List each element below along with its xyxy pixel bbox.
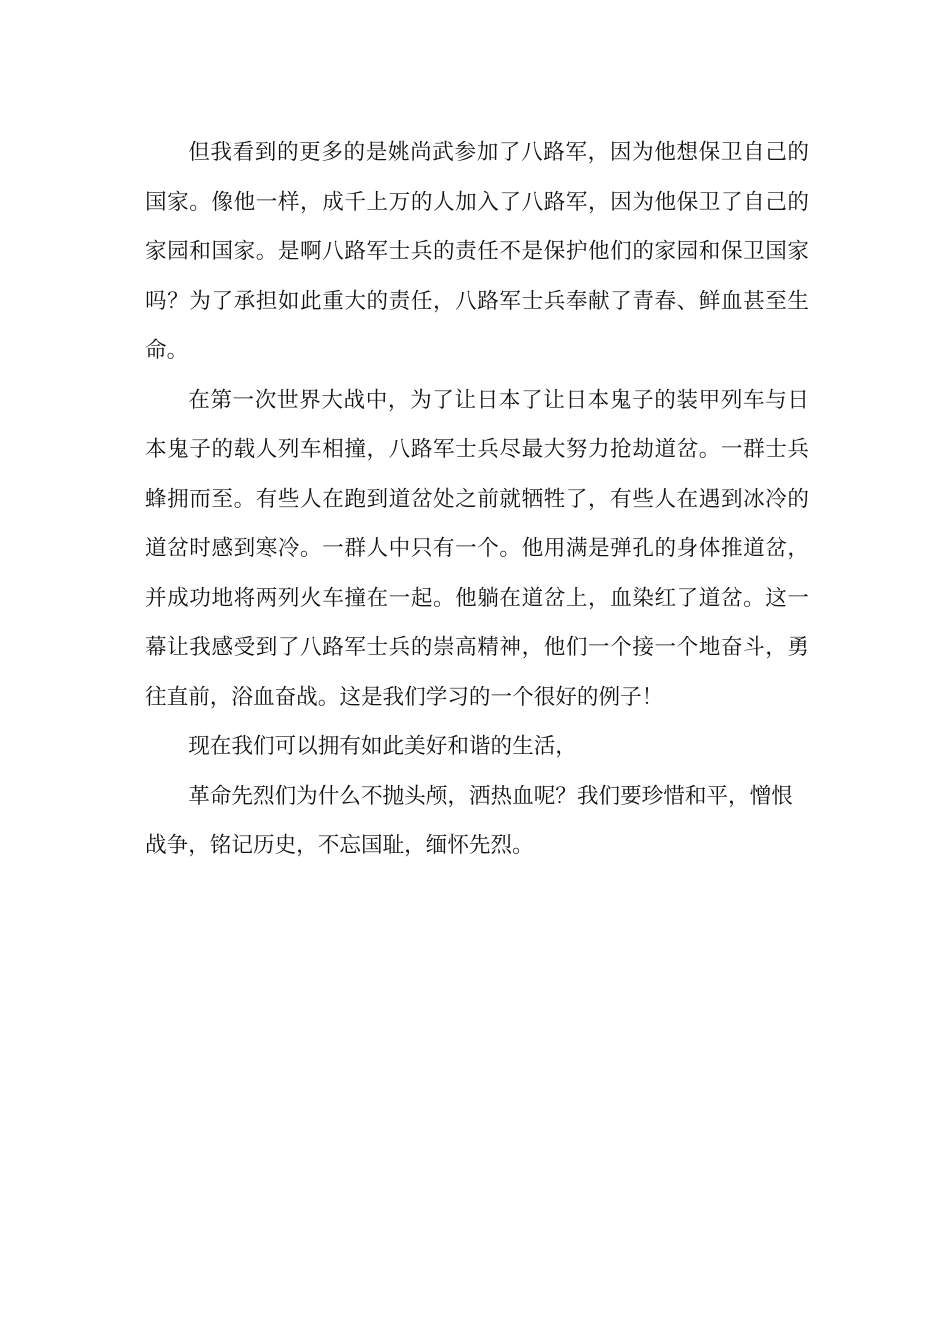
paragraph-3: 现在我们可以拥有如此美好和谐的生活， <box>188 734 577 759</box>
paragraph-2: 在第一次世界大战中，为了让日本了让日本鬼子的装甲列车与日本鬼子的载人列车相撞，八路军士兵尽最大努力抢劫道岔。一群士兵蜂拥而至。有些人在跑到道岔处之前就牺牲了，有些人在遇到冰冷的道岔时感到寒冷。一群人中只有一个。他用满是弹孔的身体推道岔，并成功地将两列火车撞在一起。他躺在道岔上，血染红了道岔。这一幕让我感受到了八路军士兵的崇高精神，他们一个接一个地奋斗，勇往直前，浴血奋战。这是我们学习的一个很好的例子！ <box>145 387 809 710</box>
document-body <box>145 128 809 871</box>
paragraph-4: 革命先烈们为什么不抛头颅，洒热血呢？我们要珍惜和平，憎恨战争，铭记历史，不忘国耻，缅怀先烈。 <box>145 783 793 858</box>
paragraph-1: 但我看到的更多的是姚尚武参加了八路军，因为他想保卫自己的国家。像他一样，成千上万的人加入了八路军，因为他保卫了自己的家园和国家。是啊八路军士兵的责任不是保护他们的家园和保卫国家吗？为了承担如此重大的责任，八路军士兵奉献了青春、鲜血甚至生命。 <box>145 140 809 363</box>
